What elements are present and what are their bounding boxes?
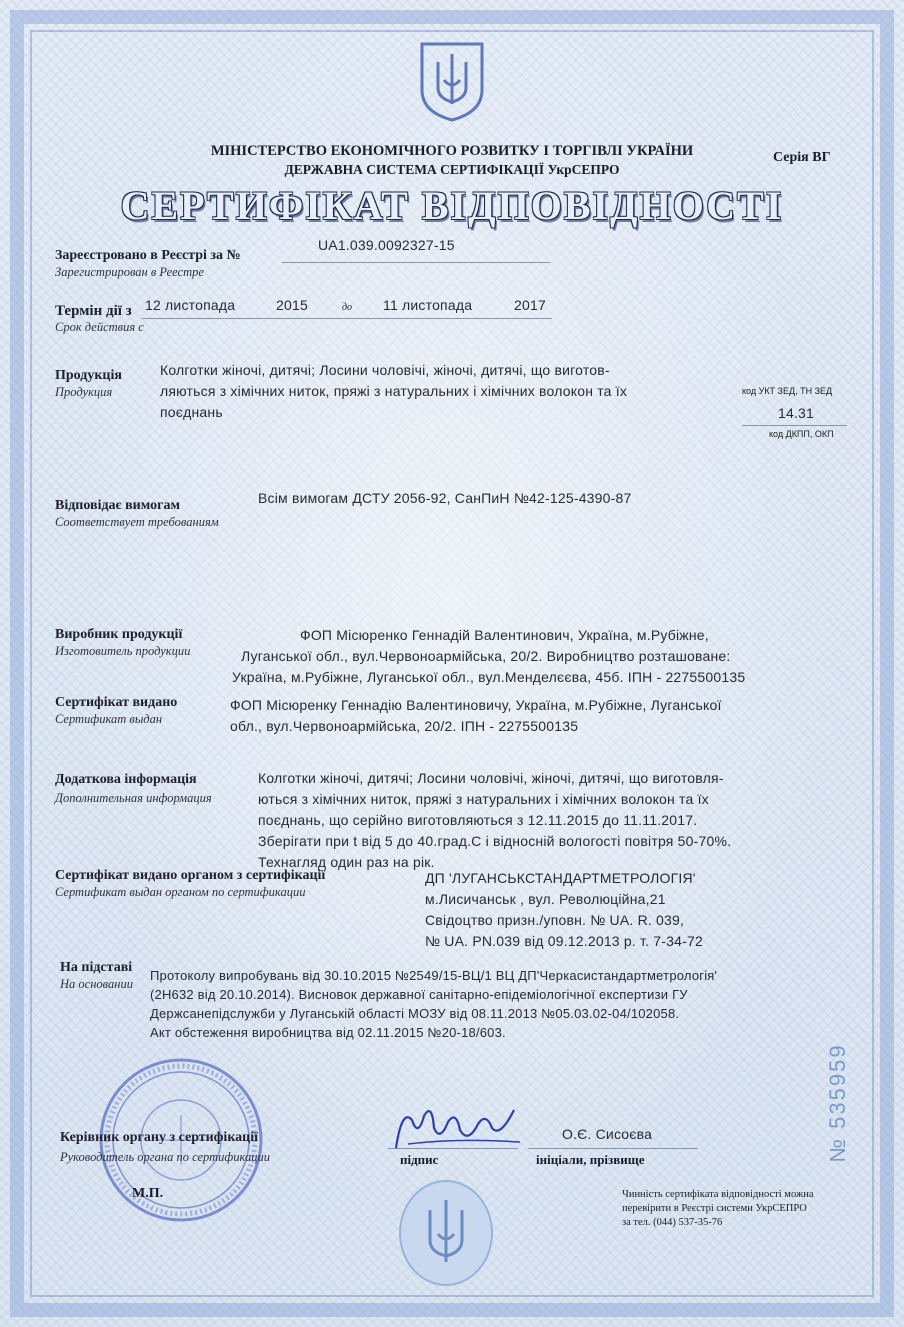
registry-number: UA1.039.0092327-15	[318, 237, 455, 253]
validity-from-year: 2015	[276, 297, 308, 313]
additional-line: Технагляд один раз на рік.	[258, 854, 435, 870]
basis-text	[150, 966, 717, 1042]
product-line: Колготки жіночі, дитячі; Лосини чоловічі, жіночі, дитячі, що виготов-	[160, 362, 610, 378]
code-label-bottom: код ДКПП, ОКП	[769, 429, 834, 439]
sign-label: підпис	[400, 1152, 439, 1167]
manufacturer-line: Луганської обл., вул.Червоноармійська, 20/2. Виробництво розташоване:	[241, 648, 731, 664]
manufacturer-line: ФОП Місюренко Геннадій Валентинович, Україна, м.Рубіжне,	[300, 627, 709, 643]
manufacturer-label: Виробник продукції	[55, 627, 183, 642]
code-label-top: код УКТ ЗЕД, ТН ЗЕД	[742, 386, 833, 396]
cert-body-line: м.Лисичанськ , вул. Революційна,21	[425, 891, 666, 907]
requirements-label: Відповідає вимогам	[55, 498, 180, 513]
additional-info-text	[258, 768, 731, 873]
issued-to-line: обл., вул.Червоноармійська, 20/2. ІПН - 2275500135	[230, 718, 579, 734]
registry-label-ru: Зарегистрирован в Реестре	[55, 265, 204, 279]
head-label-ru: Руководитель органа по сертификации	[60, 1150, 271, 1164]
cert-body-line: Свідоцтво призн./уповн. № UA. R. 039,	[425, 912, 685, 928]
issued-to-line: ФОП Місюренку Геннадію Валентиновичу, Україна, м.Рубіжне, Луганської	[230, 697, 722, 713]
basis-label-ru: На основании	[60, 977, 133, 991]
registry-label: Зареєстровано в Реєстрі за №	[55, 248, 241, 263]
code-value: 14.31	[778, 405, 815, 421]
cert-body-label-ru: Сертификат выдан органом по сертификации	[55, 885, 306, 899]
additional-line: ються з хімічних ниток, пряжі з натуральних і хімічних волокон та їх	[258, 791, 709, 807]
certificate-title: СЕРТИФІКАТ ВІДПОВІДНОСТІ	[120, 183, 784, 228]
certification-system: ДЕРЖАВНА СИСТЕМА СЕРТИФІКАЦІЇ УкрСЕПРО	[284, 162, 620, 177]
validity-label: Термін дії з	[55, 303, 132, 319]
additional-line: Зберігати при t від 5 до 40.град.С і відносній вологості повітря 50-70%.	[258, 833, 732, 849]
product-label-ru: Продукция	[55, 385, 113, 399]
additional-info-label: Додаткова інформація	[55, 772, 197, 787]
requirements-label-ru: Соответствует требованиям	[55, 515, 219, 529]
validity-to-word: до	[342, 302, 353, 313]
trident-emblem-icon	[418, 40, 486, 122]
cert-body-details	[425, 868, 703, 952]
additional-info-label-ru: Дополнительная информация	[55, 791, 212, 805]
footer-note-line: Чинність сертифіката відповідності можна	[622, 1189, 814, 1200]
validity-to-date: 11 листопада	[383, 297, 473, 313]
additional-line: поєднань, що серійно виготовляються з 12.11.2015 до 11.11.2017.	[258, 812, 698, 828]
ministry-name: МІНІСТЕРСТВО ЕКОНОМІЧНОГО РОЗВИТКУ І ТОРГІВЛІ УКРАЇНИ	[210, 143, 694, 159]
hologram-icon	[396, 1178, 496, 1288]
serial-number: № 535959	[825, 1043, 850, 1163]
basis-line: Протоколу випробувань від 30.10.2015 №2549/15-ВЦ/1 ВЦ ДП'Черкасистандартметрологія'	[150, 968, 718, 983]
basis-label: На підставі	[60, 960, 133, 975]
validity-label-ru: Срок действия с	[55, 320, 144, 334]
product-description	[160, 360, 627, 423]
signer-name: О.Є. Сисоєва	[562, 1126, 653, 1142]
issued-to-details	[230, 695, 722, 737]
manufacturer-line: Україна, м.Рубіжне, Луганської обл., вул.Менделєєва, 45б. ІПН - 2275500135	[232, 669, 746, 685]
footer-note-line: перевірити в Реєстрі системи УкрСЕПРО	[622, 1203, 807, 1214]
cert-body-label: Сертифікат видано органом з сертифікації	[55, 868, 326, 883]
validity-from-date: 12 листопада	[145, 297, 236, 313]
issued-to-label-ru: Сертификат выдан	[55, 712, 163, 726]
basis-line: Акт обстеження виробництва від 02.11.2015 №20-18/603.	[150, 1025, 506, 1040]
issued-to-label: Сертифікат видано	[55, 695, 178, 710]
requirements-value: Всім вимогам ДСТУ 2056-92, СанПиН №42-125-4390-87	[258, 490, 632, 506]
head-label: Керівник органу з сертифікації	[60, 1130, 259, 1145]
stamp-place-label: М.П.	[132, 1186, 164, 1201]
name-label: ініціали, прізвище	[536, 1152, 645, 1167]
footer-note	[622, 1188, 813, 1230]
manufacturer-details	[232, 625, 745, 688]
basis-line: (2Н632 від 20.10.2014). Висновок державної санітарно-епідеміологічної експертизи ГУ	[150, 987, 688, 1002]
product-label: Продукція	[55, 368, 122, 383]
validity-to-year: 2017	[514, 297, 546, 313]
additional-line: Колготки жіночі, дитячі; Лосини чоловічі, жіночі, дитячі, що виготовля-	[258, 770, 724, 786]
handwritten-signature	[388, 1098, 528, 1158]
product-line: ляються з хімічних ниток, пряжі з натуральних і хімічних волокон та їх	[160, 383, 628, 399]
basis-line: Держсанепідслужби у Луганській області МОЗУ від 08.11.2013 №05.03.02-04/102058.	[150, 1006, 680, 1021]
footer-note-line: за тел. (044) 537-35-76	[622, 1217, 723, 1228]
cert-body-line: № UA. PN.039 від 09.12.2013 р. т. 7-34-72	[425, 933, 703, 949]
series-label: Серія ВГ	[773, 150, 831, 165]
cert-body-line: ДП 'ЛУГАНСЬКСТАНДАРТМЕТРОЛОГІЯ'	[425, 870, 696, 886]
manufacturer-label-ru: Изготовитель продукции	[55, 644, 191, 658]
product-line: поєднань	[160, 404, 223, 420]
